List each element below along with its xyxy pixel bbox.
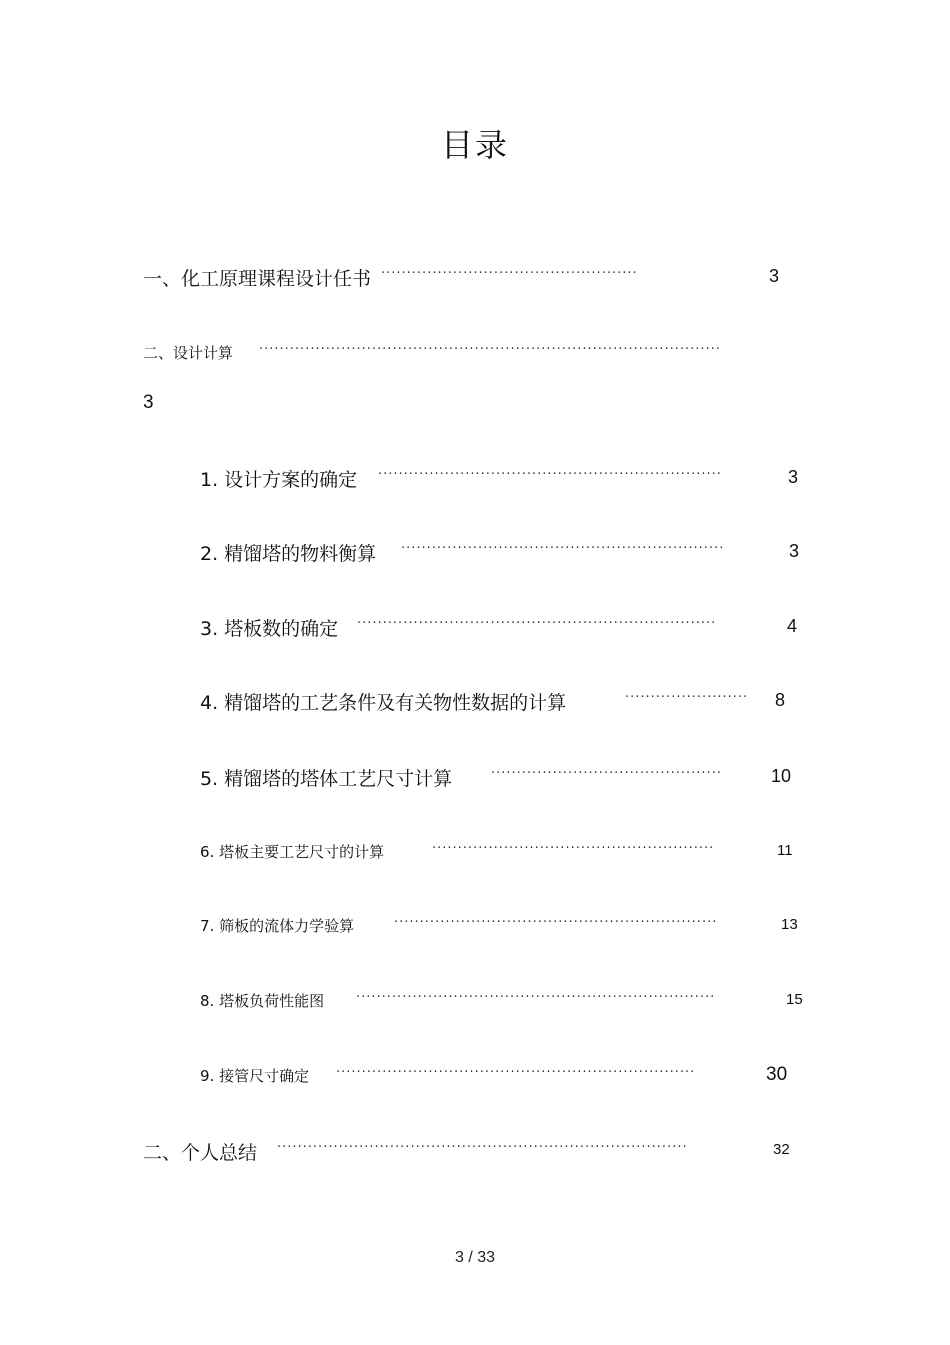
toc-entry-label: 2. 精馏塔的物料衡算	[200, 543, 377, 565]
toc-entry[interactable]	[200, 841, 820, 863]
toc-leader-dots: ·······························································	[394, 915, 718, 930]
toc-entry-label: 4. 精馏塔的工艺条件及有关物性数据的计算	[200, 692, 567, 714]
toc-leader-dots: ························	[625, 690, 749, 705]
page-title: 目录	[440, 126, 509, 164]
toc-entry-label: 8. 塔板负荷性能图	[200, 992, 325, 1010]
toc-leader-dots: ·······························································	[401, 541, 725, 556]
toc-leader-dots: ··························································································	[259, 342, 721, 357]
toc-leader-dots: ················································································	[277, 1140, 688, 1155]
toc-leader-dots: ······································································	[336, 1065, 696, 1080]
toc-entry-page: 3	[789, 541, 800, 561]
toc-entry-page: 8	[775, 690, 786, 710]
toc-entry-label: 7. 筛板的流体力学验算	[200, 917, 355, 935]
toc-entry[interactable]	[200, 614, 820, 640]
toc-entry-page: 3	[769, 266, 780, 286]
toc-entry[interactable]	[200, 764, 820, 790]
toc-entry-page: 4	[787, 616, 798, 636]
toc-entry-page: 30	[766, 1064, 788, 1085]
toc-entry[interactable]	[200, 990, 820, 1012]
toc-entry[interactable]	[200, 688, 820, 714]
toc-entry-label: 6. 塔板主要工艺尺寸的计算	[200, 843, 385, 861]
toc-entry[interactable]	[143, 1138, 823, 1164]
toc-entry[interactable]	[200, 1065, 820, 1089]
toc-entry-page: 3	[788, 467, 799, 487]
toc-leader-dots: ···································································	[378, 467, 722, 482]
toc-entry[interactable]	[200, 915, 820, 937]
toc-entry-label: 二、个人总结	[143, 1142, 258, 1164]
toc-entry[interactable]	[143, 264, 803, 290]
toc-leader-dots: ·············································	[491, 766, 722, 781]
toc-entry[interactable]	[143, 342, 803, 364]
toc-leader-dots: ······································································	[356, 990, 716, 1005]
toc-entry-page: 15	[786, 991, 803, 1008]
toc-entry-page: 13	[781, 916, 798, 933]
toc-leader-dots: ··················································	[381, 266, 638, 281]
toc-entry[interactable]	[200, 465, 820, 491]
toc-entry-label: 二、设计计算	[143, 344, 234, 362]
toc-entry-label: 5. 精馏塔的塔体工艺尺寸计算	[200, 768, 453, 790]
toc-entry-label: 9. 接管尺寸确定	[200, 1067, 310, 1085]
toc-leader-dots: ······································································	[357, 616, 717, 631]
toc-entry-page: 11	[777, 842, 793, 859]
toc-entry-label: 一、化工原理课程设计任书	[143, 268, 372, 290]
toc-entry-label: 1. 设计方案的确定	[200, 469, 358, 491]
toc-entry-label: 3. 塔板数的确定	[200, 618, 339, 640]
toc-entry-page: 32	[773, 1141, 790, 1158]
toc-entry[interactable]	[200, 539, 820, 565]
toc-leader-dots: ·······················································	[432, 841, 715, 856]
toc-entry-page: 3	[143, 392, 154, 413]
page-indicator: 3 / 33	[454, 1249, 496, 1266]
toc-entry-page: 10	[771, 766, 792, 786]
